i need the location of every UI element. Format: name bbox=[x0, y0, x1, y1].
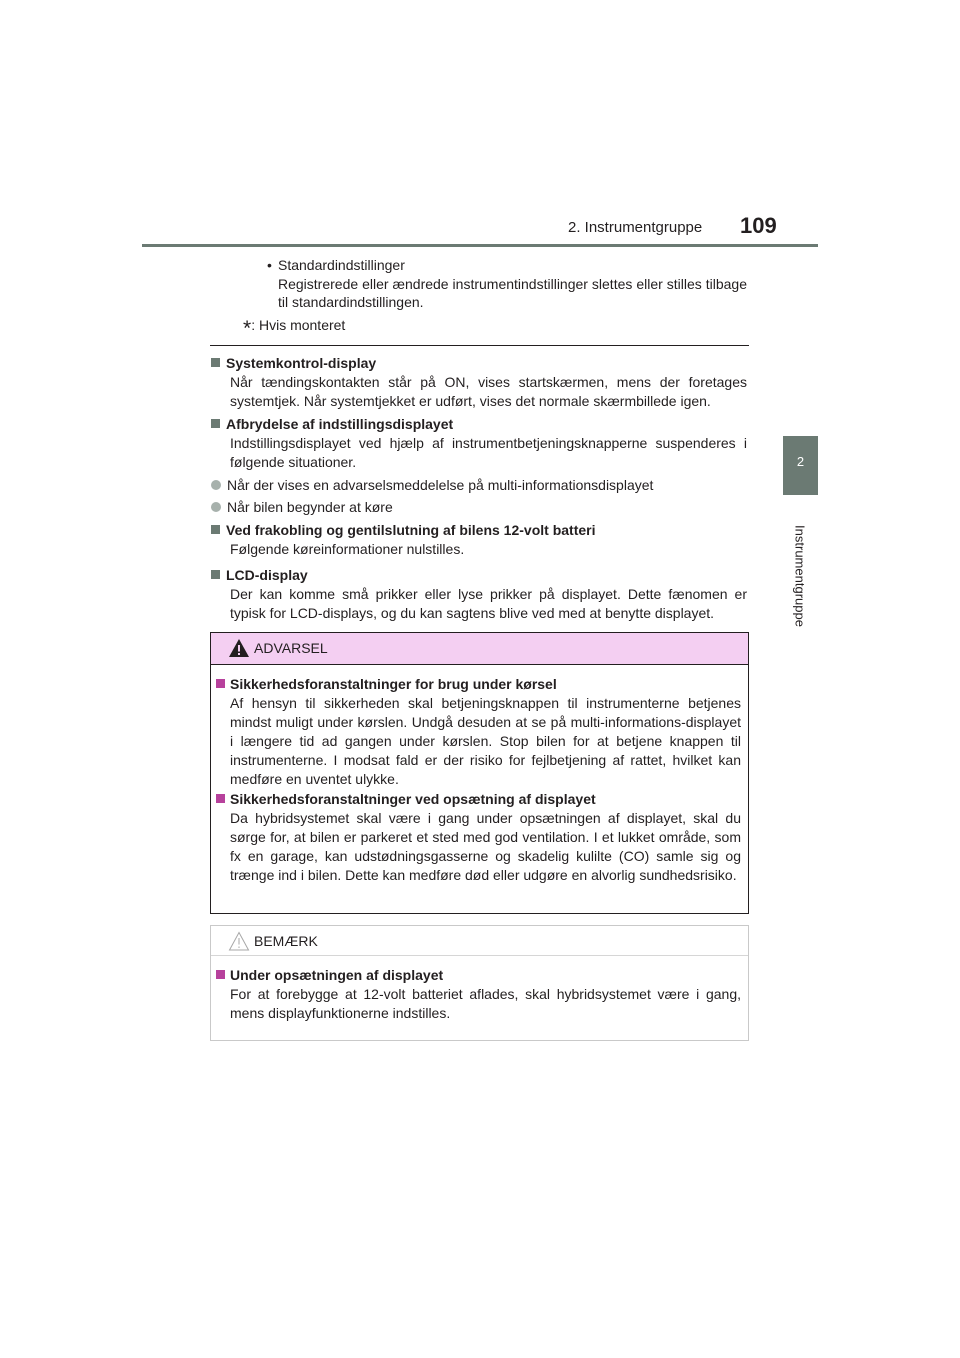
section-title: Under opsætningen af displayet bbox=[230, 967, 444, 983]
footnote-text: : Hvis monteret bbox=[251, 317, 346, 333]
section-divider bbox=[210, 345, 749, 346]
list-item-text: Når bilen begynder at køre bbox=[227, 499, 393, 515]
warning-triangle-icon bbox=[228, 638, 250, 658]
notice-label: BEMÆRK bbox=[254, 933, 318, 949]
section-body: Der kan komme små prikker eller lyse prikker på displayet. Dette fænomen er typisk for LCD-displays, og du kan sagtens blive ved med at benytte displayet. bbox=[230, 586, 747, 621]
chapter-tab-label bbox=[785, 506, 815, 646]
warning-label: ADVARSEL bbox=[254, 640, 328, 656]
chapter-tab bbox=[783, 436, 818, 495]
page-number: 109 bbox=[740, 213, 777, 238]
section-title: Systemkontrol-display bbox=[226, 355, 377, 371]
warning-section bbox=[216, 675, 741, 789]
section-marker-icon bbox=[216, 970, 225, 979]
bullet-body: Registrerede eller ændrede instrumentindstillinger slettes eller stilles tilbage til standardindstillingen. bbox=[278, 275, 747, 310]
section-marker-icon bbox=[211, 570, 220, 579]
section-marker-icon bbox=[211, 419, 220, 428]
bullet-circle-icon bbox=[211, 502, 221, 512]
notice-section bbox=[216, 966, 741, 1023]
notice-triangle-icon bbox=[228, 931, 250, 951]
section-body: For at forebygge at 12-volt batteriet aflades, skal hybridsystemet være i gang, mens displayfunktionerne indstilles. bbox=[230, 986, 741, 1021]
chapter-title: 2. Instrumentgruppe bbox=[568, 219, 703, 236]
section-batteri bbox=[211, 521, 747, 559]
footnote-star: * bbox=[243, 317, 252, 340]
section-marker-icon bbox=[216, 794, 225, 803]
footnote bbox=[243, 312, 346, 340]
section-afbrydelse bbox=[211, 415, 747, 472]
section-body: Af hensyn til sikkerheden skal betjeningsknappen til instrumenterne betjenes mindst muligt under kørslen. Undgå desuden at se på multi-informations-displayet i længere tid ad gangen under kørslen. Stop bilen for at betjene knappen til instrumenterne. I modsat fald er der risiko for fejlbetjening af rattet, hvilket kan medføre en uventet ulykke. bbox=[230, 695, 741, 787]
bullet-circle-icon bbox=[211, 480, 221, 490]
warning-section bbox=[216, 790, 741, 885]
list-item-text: Når der vises en advarselsmeddelelse på multi-informationsdisplayet bbox=[227, 477, 654, 493]
notice-header bbox=[211, 926, 748, 956]
bullet-dot: • bbox=[267, 257, 272, 273]
section-title: Sikkerhedsforanstaltninger ved opsætning af displayet bbox=[230, 791, 596, 807]
notice-box bbox=[210, 925, 749, 1041]
intro-bullet bbox=[267, 256, 747, 312]
section-marker-icon bbox=[211, 358, 220, 367]
warning-box bbox=[210, 632, 749, 914]
section-title: Afbrydelse af indstillingsdisplayet bbox=[226, 416, 454, 432]
section-title: Sikkerhedsforanstaltninger for brug under kørsel bbox=[230, 676, 557, 692]
section-body: Når tændingskontakten står på ON, vises startskærmen, mens der foretages systemtjek. Når systemtjekket er udført, vises det normale skærmbillede igen. bbox=[230, 374, 747, 409]
section-body: Følgende køreinformationer nulstilles. bbox=[230, 541, 465, 557]
section-systemkontrol bbox=[211, 354, 747, 411]
warning-header bbox=[211, 633, 748, 665]
section-title: Ved frakobling og gentilslutning af bilens 12-volt batteri bbox=[226, 522, 596, 538]
section-lcd bbox=[211, 566, 747, 623]
chapter-tab-label-text: Instrumentgruppe bbox=[792, 525, 808, 627]
header-rule bbox=[142, 244, 818, 247]
section-marker-icon bbox=[211, 525, 220, 534]
section-body: Da hybridsystemet skal være i gang under opsætningen af displayet, skal du sørge for, at bilen er parkeret et sted med god ventilation. I et lukket område, som fx en garage, kan udstødningsgasserne og skadelig kulilte (CO) samle sig og trænge ind i bilen. Dette kan medføre død eller udgøre en alvorlig sundhedsrisiko. bbox=[230, 810, 741, 883]
bullet-title: Standardindstillinger bbox=[278, 257, 405, 273]
section-body: Indstillingsdisplayet ved hjælp af instrumentbetjeningsknapperne suspenderes i følgende situationer. bbox=[230, 435, 747, 470]
section-marker-icon bbox=[216, 679, 225, 688]
section-title: LCD-display bbox=[226, 567, 308, 583]
list-item bbox=[211, 499, 393, 515]
chapter-tab-number: 2 bbox=[796, 454, 805, 469]
list-item bbox=[211, 477, 653, 493]
